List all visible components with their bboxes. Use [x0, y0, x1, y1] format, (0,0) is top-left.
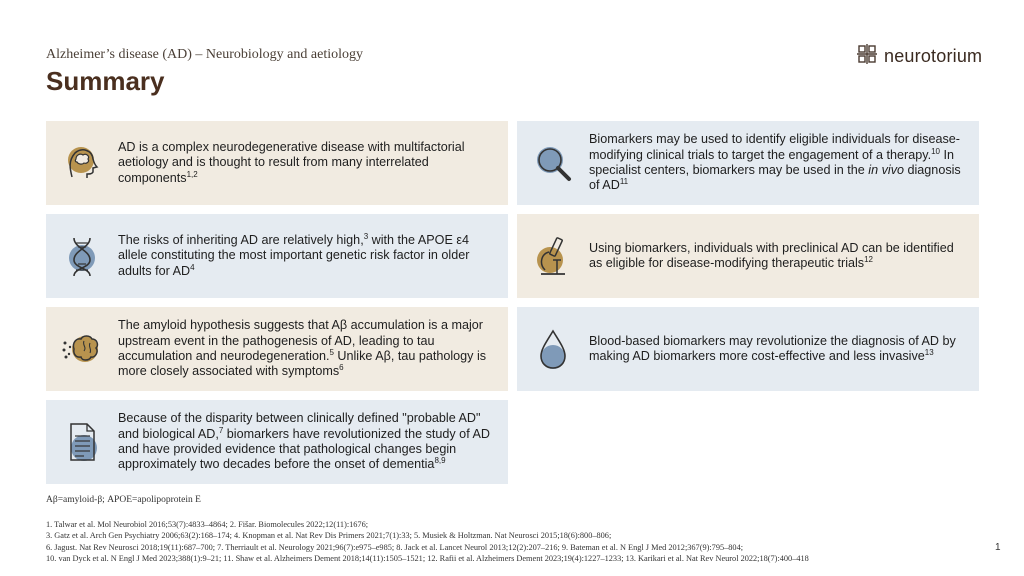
references [46, 519, 809, 565]
logo-text: neurotorium [884, 46, 983, 66]
dna-icon [46, 234, 118, 278]
card-text: Because of the disparity between clinically defined "probable AD" and biological AD,$^7$ biomarkers have revolutionized the study of AD and have provided evidence that pathological changes begin approximately two decades before the onset of dementia$^{8,9}$ [118, 411, 490, 472]
summary-card-clinical-trials [517, 121, 979, 205]
reference-line: 10. van Dyck et al. N Engl J Med 2023;388(1):9–21; 11. Shaw et al. Alzheimers Dement 2018;14(11):1505–1521; 12. Rafii et al. Alzheimers Dement 2023;19(4):1227–1233; 13. Karikari et al. Nat Rev Neurol 2022;18(7):400–418 [46, 554, 809, 564]
head-brain-icon [46, 143, 118, 183]
summary-card-blood-biomarkers [517, 307, 979, 391]
abbreviations: Aβ=amyloid-β; APOE=apolipoprotein E [46, 495, 201, 505]
magnifier-icon [517, 143, 589, 183]
page-number: 1 [995, 542, 1001, 553]
page-title: Summary [46, 66, 165, 96]
card-text: The risks of inheriting AD are relatively high,$^3$ with the APOE ε4 allele constituting the most important genetic risk factor in older adults for $AD^4$ [118, 231, 470, 278]
neurotorium-logo-icon [856, 43, 878, 70]
card-text: Biomarkers may be used to identify eligible individuals for disease-modifying clinical trials to target the engagement of a therapy.$^{10}$ In specialist centers, biomarkers may be used in the in vivo diagnosis of AD$^{11}$ [589, 132, 961, 193]
drop-icon [517, 327, 589, 371]
summary-card-genetic-risk [46, 214, 508, 298]
reference-line: 1. Talwar et al. Mol Neurobiol 2016;53(7):4833–4864; 2. Fišar. Biomolecules 2022;12(11):1676; [46, 520, 369, 529]
card-text: Blood-based biomarkers may revolutionize the diagnosis of AD by making AD biomarkers more cost-effective and less invasive$^{13}$ [589, 333, 956, 363]
card-text: The amyloid hypothesis suggests that Aβ accumulation is a major upstream event in the pathogenesis of AD, leading to tau accumulation and neurodegeneration.$^5$ Unlike Aβ, tau pathology is more closely associated with symptoms$^6$ [118, 318, 487, 379]
document-icon [46, 420, 118, 464]
summary-card-preclinical [517, 214, 979, 298]
section-subtitle: Alzheimer’s disease (AD) – Neurobiology and aetiology [46, 47, 363, 62]
reference-line: 6. Jagust. Nat Rev Neurosci 2018;19(11):687–700; 7. Therriault et al. Neurology 2021;96(7):e975–e985; 8. Jack et al. Lancet Neurol 2013;12(2):207–216; 9. Bateman et al. N Engl J Med 2012;367(9):795–804; [46, 542, 744, 552]
card-text: AD is a complex neurodegenerative disease with multifactorial aetiology and is thought to result from many interrelated components$^{1,2}$ [118, 140, 465, 185]
brain-icon [46, 329, 118, 369]
summary-card-amyloid-hypothesis [46, 307, 508, 391]
microscope-icon [517, 234, 589, 278]
reference-line: 3. Gatz et al. Arch Gen Psychiatry 2006;63(2):168–174; 4. Knopman et al. Nat Rev Dis Primers 2021;7(1):33; 5. Musiek & Holtzman. Nat Neurosci 2015;18(6):800–806; [46, 531, 612, 541]
card-text: Using biomarkers, individuals with preclinical AD can be identified as eligible for disease-modifying therapeutic trials$^{12}$ [589, 240, 954, 270]
summary-card-complex-disease [46, 121, 508, 205]
summary-card-biomarker-revolution [46, 400, 508, 484]
brand-logo [856, 43, 982, 70]
